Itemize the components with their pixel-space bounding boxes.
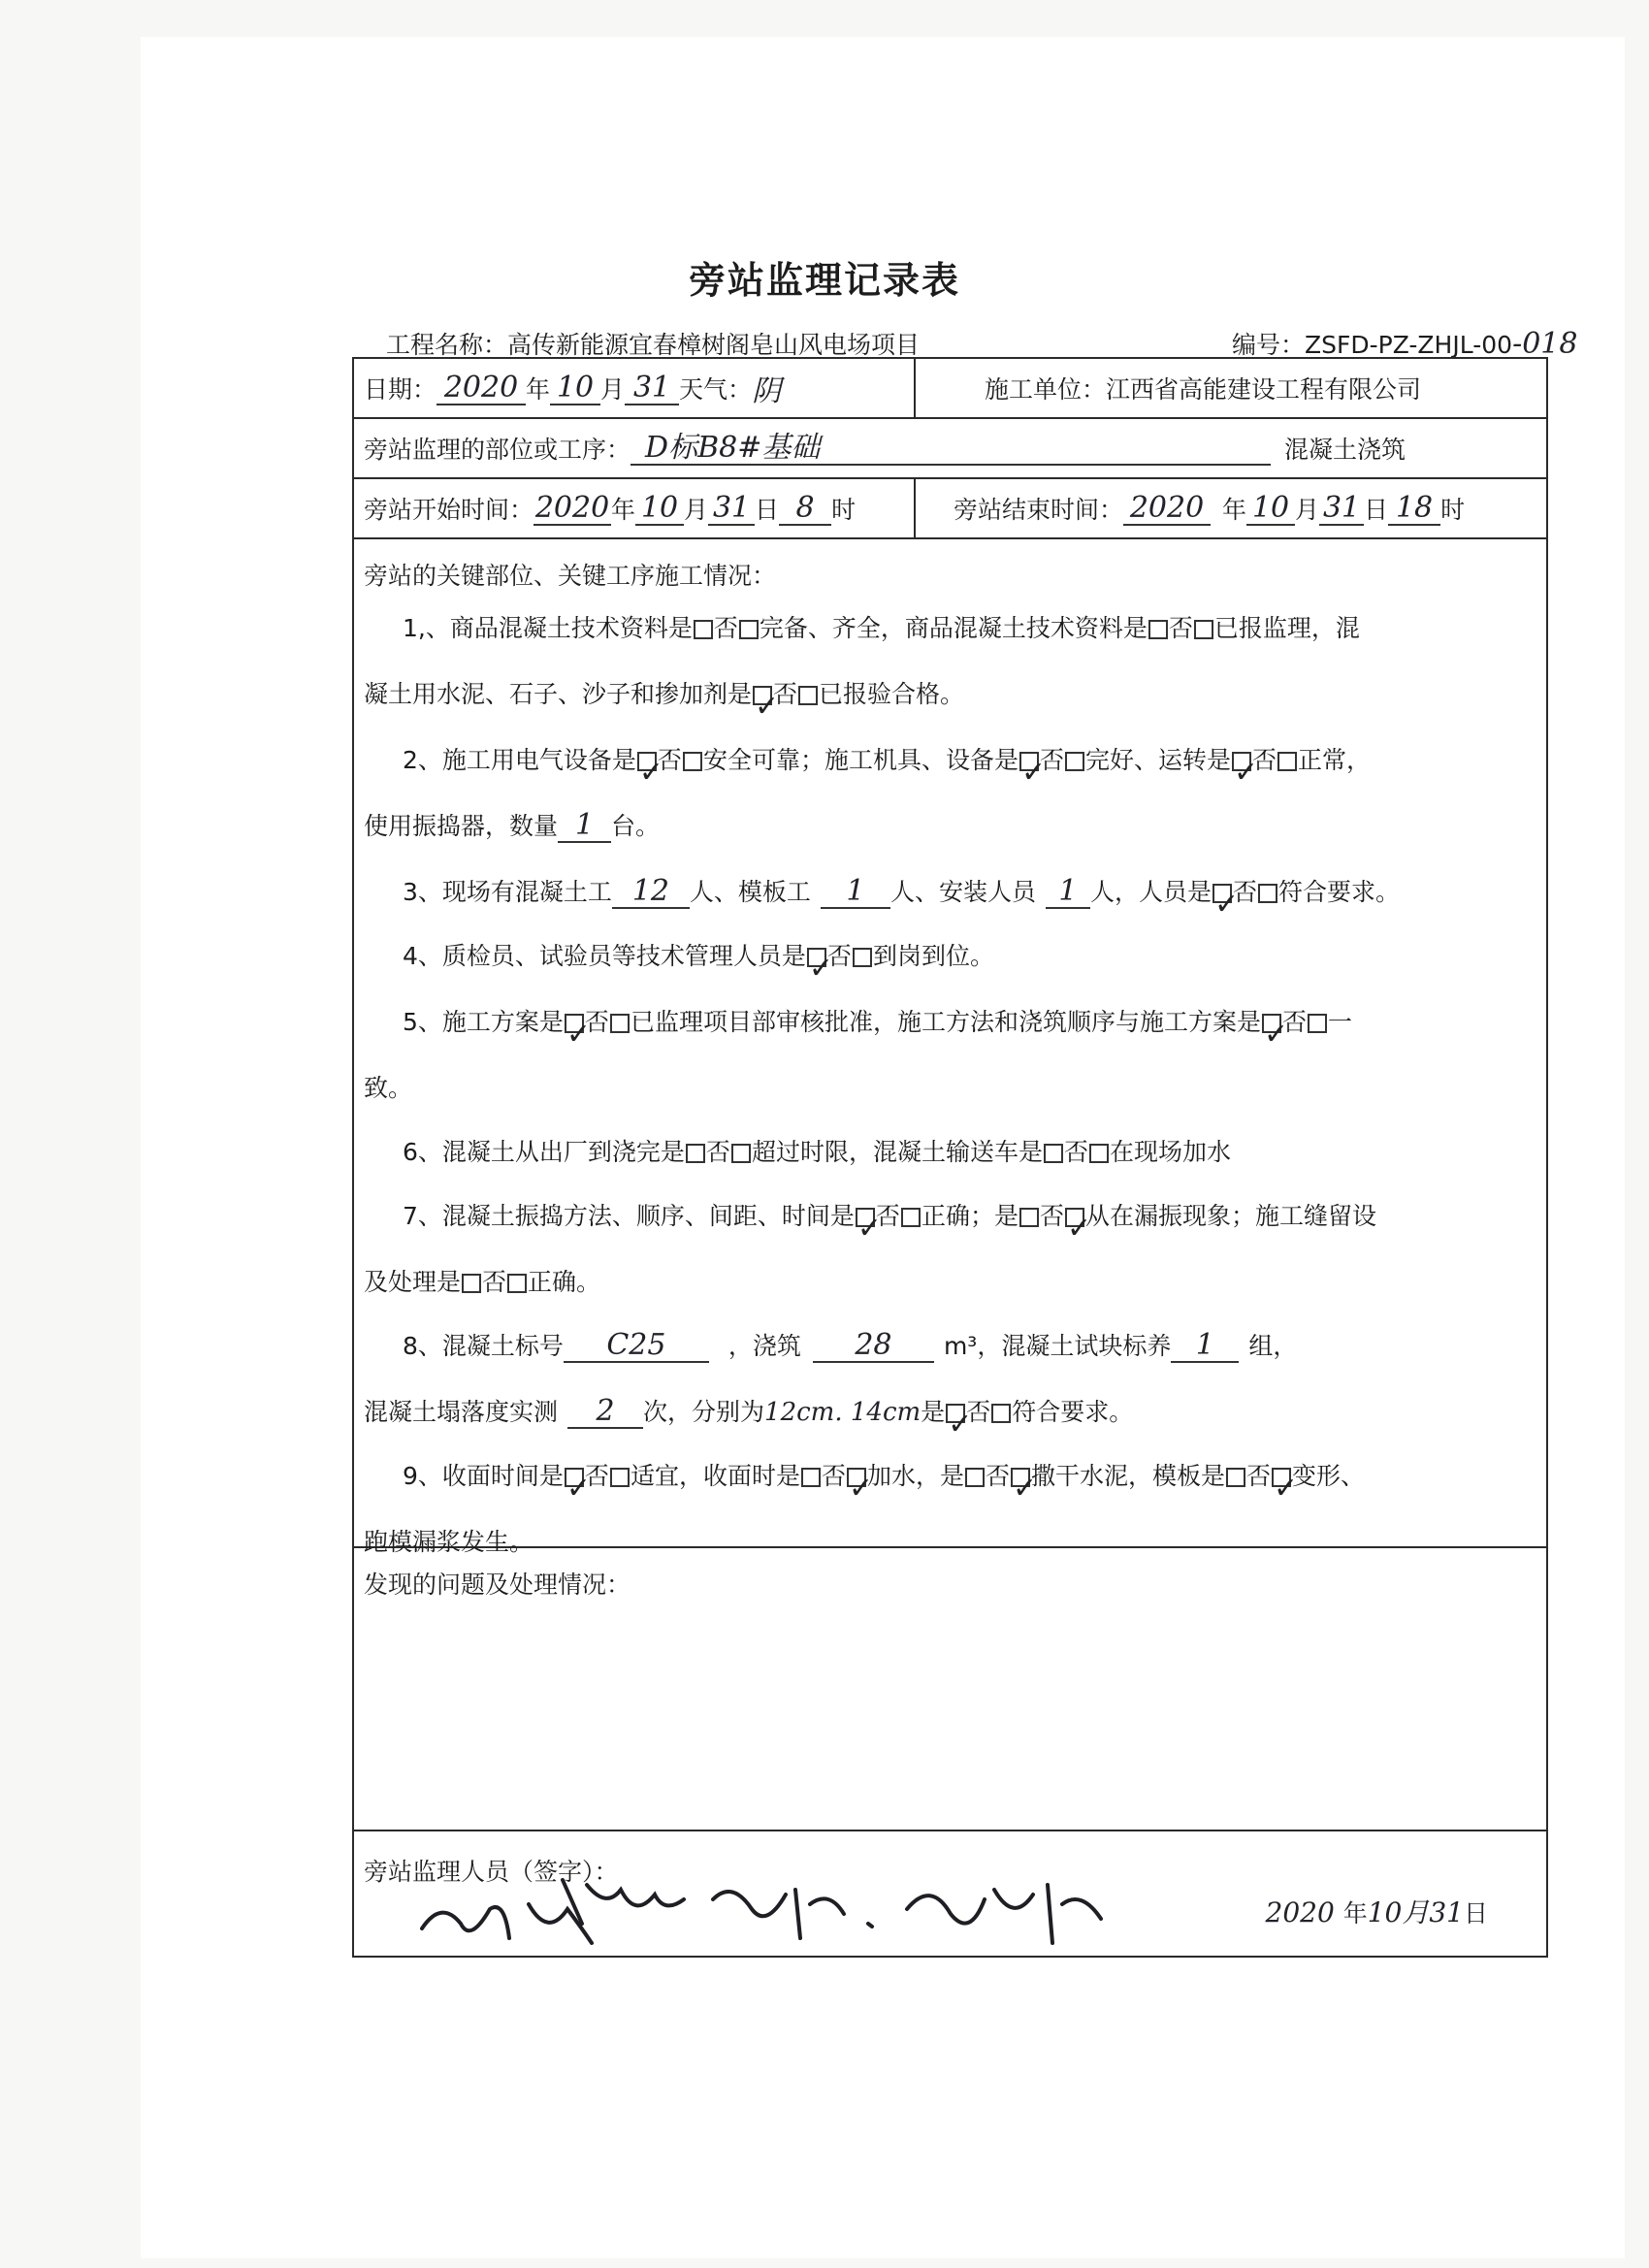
checkbox[interactable] (1194, 620, 1213, 639)
checkbox-checked[interactable] (1019, 752, 1039, 771)
item-4: 4、质检员、试验员等技术管理人员是✓ 否 到岗到位。 (403, 923, 1508, 989)
problems-section (354, 1548, 1546, 1831)
time-row: 旁站开始时间： 2020 年 10 月 31 日 8 时 旁站结束时间： 2020 年 10 月 31 日 18 时 (354, 479, 1546, 539)
project-name: 工程名称：高传新能源宜春樟树阁皂山风电场项目 (386, 331, 921, 359)
checkbox[interactable] (462, 1274, 481, 1293)
checkbox[interactable] (610, 1014, 630, 1033)
checkbox[interactable] (507, 1274, 527, 1293)
checkbox[interactable] (694, 620, 713, 639)
checkbox-checked[interactable] (565, 1014, 584, 1033)
checkbox-checked[interactable] (1065, 1208, 1084, 1227)
checkbox[interactable] (731, 1144, 751, 1163)
item-8: 8、混凝土标号 C25 ，浇筑 28 m³，混凝土试块标养 1 组， 混凝土塌落度实测 2 次，分别为12cm. 14cm是✓ 否 符合要求。 (403, 1313, 1508, 1445)
item-3: 3、现场有混凝土工 12 人、模板工 1 人、安装人员 1 人，人员是✓ 否 符合要求。 (403, 859, 1508, 925)
checkbox[interactable] (1044, 1144, 1063, 1163)
checkbox[interactable] (1089, 1144, 1109, 1163)
checkbox-checked[interactable] (1011, 1468, 1030, 1487)
position-row: 旁站监理的部位或工序： D标B8#基础 混凝土浇筑 (354, 419, 1546, 479)
checkbox[interactable] (1065, 752, 1084, 771)
signature-date: 2020 年10月31日 (1265, 1896, 1488, 1928)
checkbox[interactable] (739, 620, 759, 639)
document-title: 旁站监理记录表 (688, 258, 960, 302)
checkbox[interactable] (1148, 620, 1168, 639)
checkbox[interactable] (853, 948, 872, 967)
checkbox-checked[interactable] (565, 1468, 584, 1487)
checkbox-checked[interactable] (1212, 884, 1232, 903)
key-section-label: 旁站的关键部位、关键工序施工情况： (364, 562, 777, 590)
checkbox[interactable] (1277, 752, 1297, 771)
checkbox-checked[interactable] (1272, 1468, 1291, 1487)
handwritten-signatures (403, 1870, 1159, 1956)
signature-label: 旁站监理人员（签字）： (364, 1858, 619, 1886)
checkbox-checked[interactable] (946, 1404, 965, 1423)
date-row: 日期： 2020 年 10 月 31 天气： 阴 施工单位： 江西省高能建设工程有限公司 (354, 359, 1546, 419)
checkbox[interactable] (683, 752, 702, 771)
checkbox-checked[interactable] (856, 1208, 875, 1227)
checkbox-checked[interactable] (807, 948, 826, 967)
record-form (352, 357, 1548, 1958)
checkbox-checked[interactable] (847, 1468, 866, 1487)
checkbox[interactable] (1226, 1468, 1245, 1487)
checkbox[interactable] (991, 1404, 1011, 1423)
checkbox-checked[interactable] (1262, 1014, 1281, 1033)
problems-label: 发现的问题及处理情况： (364, 1571, 631, 1599)
checkbox[interactable] (686, 1144, 705, 1163)
checkbox[interactable] (1019, 1208, 1039, 1227)
item-1: 1,、商品混凝土技术资料是 否 完备、齐全，商品混凝土技术资料是 否 已报监理，混 凝土用水泥、石子、沙子和掺加剂是✓ 否 已报验合格。 (403, 596, 1508, 728)
checkbox-checked[interactable] (637, 752, 657, 771)
item-5: 5、施工方案是✓ 否 已监理项目部审核批准，施工方法和浇筑顺序与施工方案是✓ 否 一 致。 (403, 989, 1508, 1121)
checkbox[interactable] (798, 686, 818, 705)
item-9: 9、收面时间是✓ 否 适宜，收面时是 否✓ 加水，是 否✓ 撒干水泥，模板是 否✓ 变形、 跑模漏浆发生。 (403, 1443, 1508, 1575)
checkbox[interactable] (901, 1208, 921, 1227)
checkbox-checked[interactable] (1232, 752, 1251, 771)
checkbox[interactable] (965, 1468, 985, 1487)
checkbox[interactable] (1308, 1014, 1327, 1033)
checkbox[interactable] (1258, 884, 1277, 903)
signature-section (354, 1831, 1546, 1956)
checkbox-checked[interactable] (753, 686, 772, 705)
document-code: 编号：ZSFD-PZ-ZHJL-00-018 (1232, 327, 1578, 361)
checkbox[interactable] (610, 1468, 630, 1487)
checkbox[interactable] (801, 1468, 821, 1487)
key-section (354, 539, 1546, 1556)
item-7: 7、混凝土振捣方法、顺序、间距、时间是✓ 否 正确；是 否✓ 从在漏振现象；施工缝留设 及处理是 否 正确。 (403, 1183, 1508, 1315)
item-6: 6、混凝土从出厂到浇完是 否 超过时限，混凝土输送车是 否 在现场加水 (403, 1138, 1231, 1166)
item-2: 2、施工用电气设备是✓ 否 安全可靠；施工机具、设备是✓ 否 完好、运转是✓ 否 正常， 使用振捣器，数量 1 台。 (403, 728, 1508, 859)
